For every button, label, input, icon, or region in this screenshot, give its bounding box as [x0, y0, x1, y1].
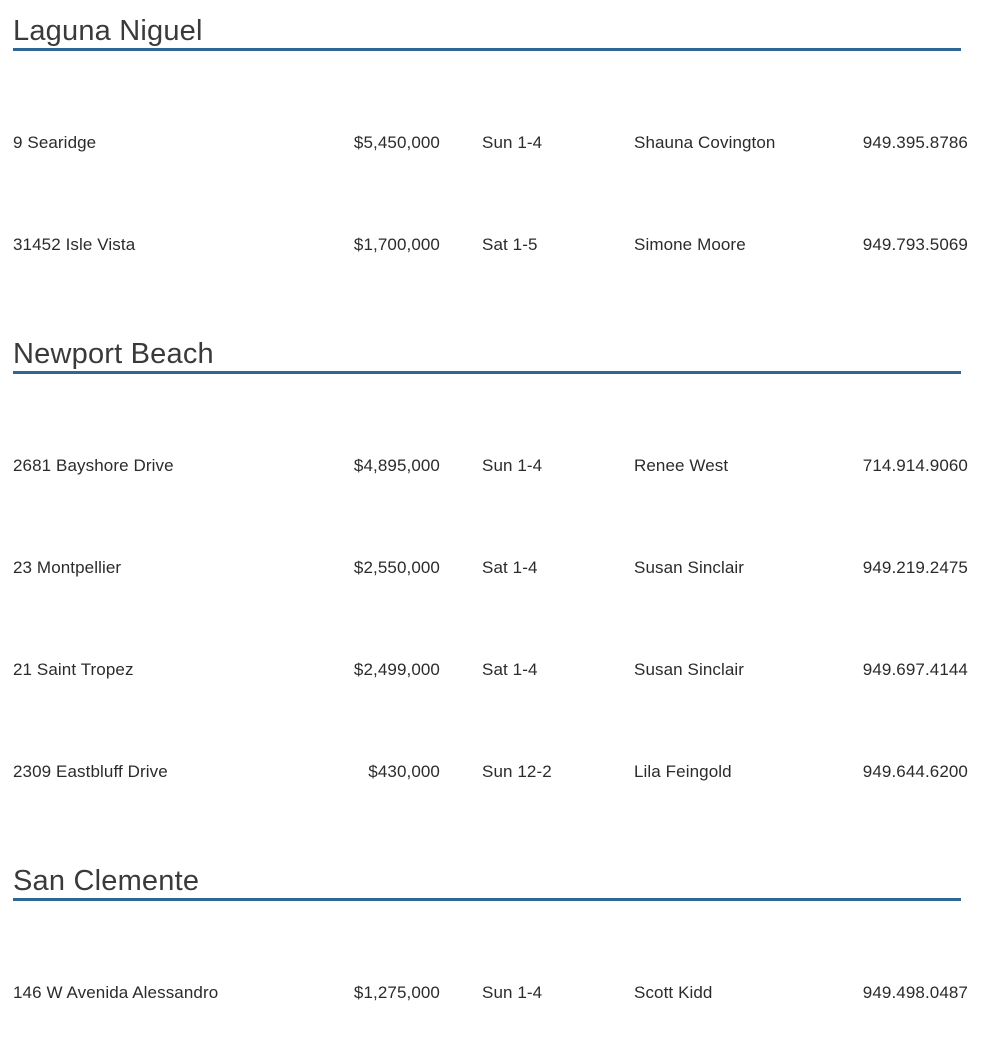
listing-address: 9 Searidge: [13, 133, 97, 152]
listing-phone: 949.697.4144: [862, 660, 968, 679]
city-section: [13, 866, 968, 1003]
city-listings: [13, 133, 968, 255]
listing-row: [13, 133, 968, 153]
listing-agent: Renee West: [634, 456, 729, 475]
listing-address: 146 W Avenida Alessandro: [13, 983, 219, 1002]
city-heading: Newport Beach: [13, 339, 961, 374]
listing-open-time: Sun 1-4: [482, 133, 543, 152]
listing-open-time: Sat 1-5: [482, 235, 538, 254]
listing-open-time: Sun 1-4: [482, 983, 543, 1002]
listing-row: [13, 558, 968, 578]
city-listings: [13, 456, 968, 782]
listing-address: 2309 Eastbluff Drive: [13, 762, 168, 781]
listing-open-time: Sat 1-4: [482, 558, 538, 577]
listing-price: $2,499,000: [353, 660, 440, 679]
listing-price: $5,450,000: [353, 133, 440, 152]
listing-address: 31452 Isle Vista: [13, 235, 136, 254]
listing-row: [13, 762, 968, 782]
listing-price: $2,550,000: [353, 558, 440, 577]
city-heading: San Clemente: [13, 866, 961, 901]
listing-row: [13, 660, 968, 680]
listing-phone: 949.793.5069: [862, 235, 968, 254]
listing-agent: Susan Sinclair: [634, 660, 745, 679]
listing-price: $4,895,000: [353, 456, 440, 475]
listing-phone: 714.914.9060: [862, 456, 968, 475]
listing-agent: Lila Feingold: [634, 762, 732, 781]
city-listings: [13, 983, 968, 1003]
listing-phone: 949.219.2475: [862, 558, 968, 577]
listing-address: 23 Montpellier: [13, 558, 122, 577]
listing-price: $1,275,000: [353, 983, 440, 1002]
listing-row: [13, 235, 968, 255]
listing-open-time: Sun 12-2: [482, 762, 552, 781]
listing-phone: 949.644.6200: [862, 762, 968, 781]
listing-price: $1,700,000: [353, 235, 440, 254]
city-heading: Laguna Niguel: [13, 16, 961, 51]
listing-row: [13, 983, 968, 1003]
listing-row: [13, 456, 968, 476]
listing-agent: Simone Moore: [634, 235, 746, 254]
open-house-list: [13, 16, 968, 1003]
listing-address: 2681 Bayshore Drive: [13, 456, 174, 475]
listing-address: 21 Saint Tropez: [13, 660, 134, 679]
listing-phone: 949.498.0487: [862, 983, 968, 1002]
listing-price: $430,000: [368, 762, 440, 781]
listing-agent: Shauna Covington: [634, 133, 776, 152]
listing-open-time: Sun 1-4: [482, 456, 543, 475]
listing-agent: Scott Kidd: [634, 983, 713, 1002]
listing-agent: Susan Sinclair: [634, 558, 745, 577]
city-section: [13, 16, 968, 255]
listing-phone: 949.395.8786: [862, 133, 968, 152]
city-section: [13, 339, 968, 782]
listing-open-time: Sat 1-4: [482, 660, 538, 679]
